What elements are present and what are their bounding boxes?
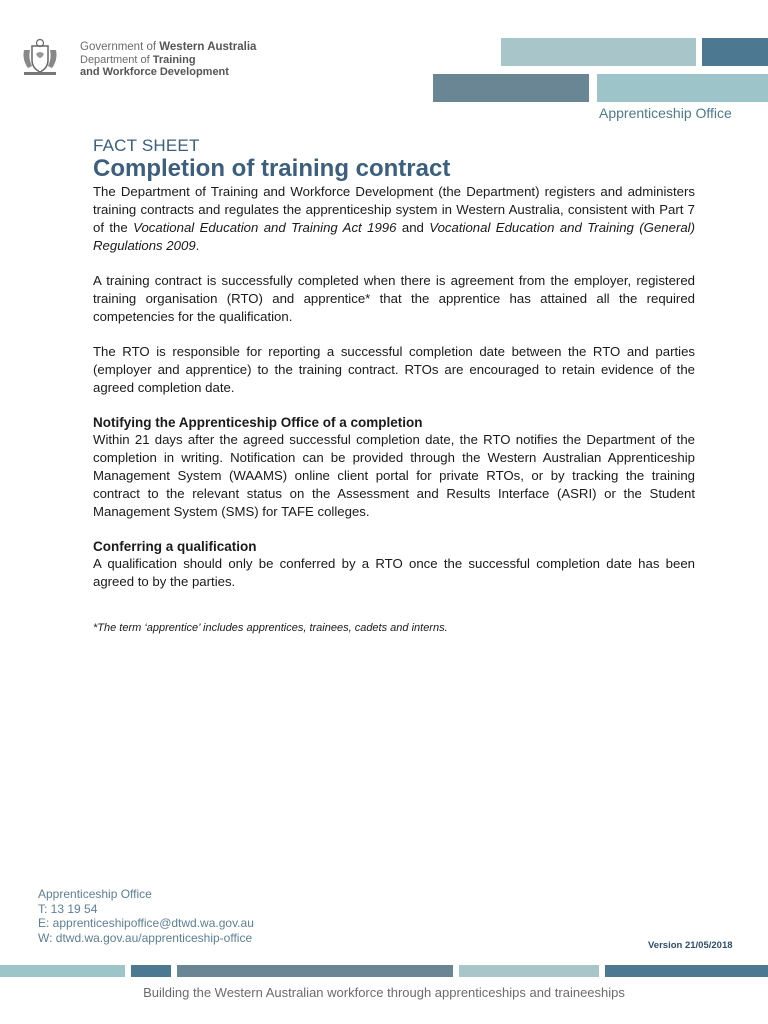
- footnote: *The term ‘apprentice’ includes apprentices, trainees, cadets and interns.: [93, 622, 448, 634]
- completion-paragraph: A training contract is successfully completed when there is agreement from the employer, registered training organisation (RTO) and apprentice* that the apprentice has attained all the required competencies for the qualification.: [93, 273, 695, 324]
- contact-email: E: apprenticeshipoffice@dtwd.wa.gov.au: [38, 916, 254, 930]
- page-title: Completion of training contract: [93, 155, 451, 182]
- conferring-paragraph: A qualification should only be conferred by a RTO once the successful completion date has been agreed to by the parties.: [93, 556, 695, 589]
- header-decor-bar-teal: [597, 74, 768, 102]
- wa-coat-of-arms-icon: [18, 36, 62, 80]
- header-decor-bar-dark: [433, 74, 589, 102]
- intro-paragraph: The Department of Training and Workforce Development (the Department) registers and administers training contracts and regulates the apprenticeship system in Western Australia, consistent with Part 7 of the Vocational Education and Training Act 1996 and Vocational Education and Training (General) Regulations 2009.: [93, 184, 695, 253]
- contact-details: [38, 887, 254, 945]
- header-decor-bar-light: [501, 38, 696, 66]
- act-title: Vocational Education and Training Act 1996: [133, 220, 397, 235]
- footer-decor-bar-1: [0, 965, 125, 977]
- rto-paragraph: The RTO is responsible for reporting a successful completion date between the RTO and parties (employer and apprentice) to the training contract. RTOs are encouraged to retain evidence of the agreed completion date.: [93, 344, 695, 395]
- footer-decor-bar-2: [131, 965, 171, 977]
- office-label: Apprenticeship Office: [599, 105, 732, 121]
- footer-tagline: Building the Western Australian workforce through apprenticeships and traineeships: [143, 985, 625, 1000]
- header-decor-bar-blue: [702, 38, 768, 66]
- fact-sheet-label: FACT SHEET: [93, 136, 200, 155]
- government-logo-text: Government of Western Australia Department of Training and Workforce Development: [80, 41, 257, 78]
- version-label: Version 21/05/2018: [648, 940, 733, 951]
- section-heading-notifying: Notifying the Apprenticeship Office of a completion: [93, 415, 423, 430]
- document-body: [93, 183, 695, 650]
- contact-title: Apprenticeship Office: [38, 887, 152, 901]
- regulations-title: Vocational Education and Training (General) Regulations 2009: [93, 220, 695, 253]
- footer-decor-bar-4: [459, 965, 599, 977]
- notifying-paragraph: Within 21 days after the agreed successful completion date, the RTO notifies the Department of the completion in writing. Notification can be provided through the Western Australian Apprenticeship Management System (WAAMS) online client portal for private RTOs, or by tracking the training contract to the relevant status on the Assessment and Results Interface (ASRI) or the Student Management System (SMS) for TAFE colleges.: [93, 432, 695, 519]
- contact-phone: T: 13 19 54: [38, 901, 98, 916]
- contact-web: W: dtwd.wa.gov.au/apprenticeship-office: [38, 930, 253, 945]
- section-heading-conferring: Conferring a qualification: [93, 539, 257, 554]
- footer-decor-bar-5: [605, 965, 768, 977]
- footer-decor-bar-3: [177, 965, 453, 977]
